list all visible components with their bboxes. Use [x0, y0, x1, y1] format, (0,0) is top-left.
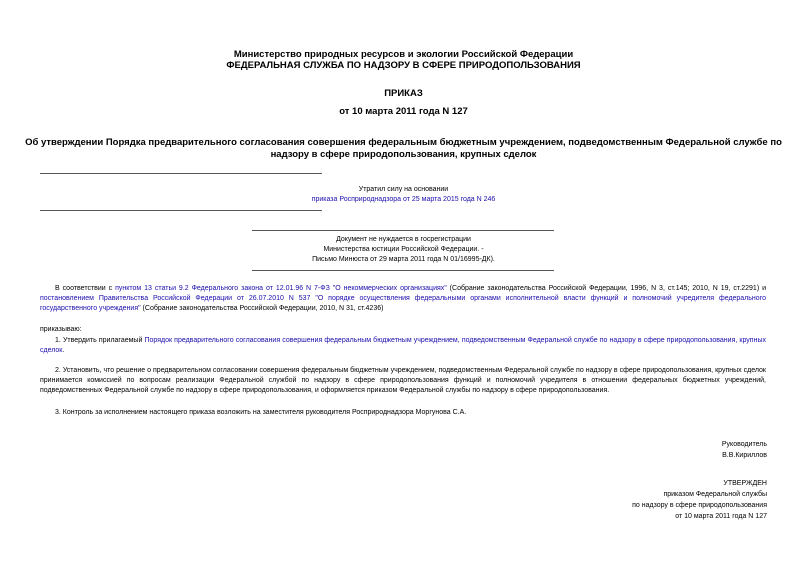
item-1	[40, 336, 766, 356]
divider	[252, 270, 554, 271]
signature-position: Руководитель	[721, 441, 767, 448]
doc-title-line2: надзору в сфере природопользования, крупных сделок	[270, 149, 537, 160]
preamble-text: (Собрание законодательства Российской Федерации, 1996, N 3, ст.145; 2010, N 19, ст.2291) и	[446, 285, 766, 292]
approved-line1: приказом Федеральной службы	[663, 491, 767, 498]
signature-name: В.В.Кириллов	[722, 452, 767, 459]
doc-type: ПРИКАЗ	[384, 88, 423, 99]
status-link-row	[0, 195, 807, 205]
doc-date-number: от 10 марта 2011 года N 127	[339, 106, 468, 117]
divider	[252, 230, 554, 231]
preamble	[40, 284, 766, 314]
divider	[40, 173, 322, 174]
procedure-link[interactable]: Порядок предварительного согласования совершения федеральным бюджетным учреждением, подведомственным Федеральной службе по надзору в сфере природопользования, крупных сделок	[40, 337, 766, 354]
ministry-name: Министерство природных ресурсов и экологии Российской Федерации	[233, 49, 574, 60]
approved-word: УТВЕРЖДЕН	[723, 480, 767, 487]
registration-line2: Министерства юстиции Российской Федерации. -	[323, 246, 484, 253]
repeal-order-link[interactable]: приказа Росприроднадзора от 25 марта 2015 года N 246	[311, 196, 496, 203]
resolution-link[interactable]: постановлением Правительства Российской Федерации от 26.07.2010 N 537 "О порядке осуществления федеральными органами исполнительной власти функций и полномочий учредителя федерального государственного учреждения"	[40, 295, 766, 312]
item-1-prefix: 1. Утвердить прилагаемый	[55, 337, 145, 344]
preamble-text: (Собрание законодательства Российской Федерации, 2010, N 31, ст.4236)	[140, 305, 384, 312]
preamble-text: В соответствии с	[55, 285, 116, 292]
service-name: ФЕДЕРАЛЬНАЯ СЛУЖБА ПО НАДЗОРУ В СФЕРЕ ПРИРОДОПОЛЬЗОВАНИЯ	[226, 60, 581, 71]
registration-line1: Документ не нуждается в госрегистрации	[336, 236, 471, 243]
order-word: приказываю:	[40, 326, 82, 333]
item-3: 3. Контроль за исполнением настоящего приказа возложить на заместителя руководителя Росприроднадзора Моргунова С.А.	[55, 409, 467, 416]
divider	[40, 210, 322, 211]
status-text: Утратил силу на основании	[358, 186, 449, 193]
item-2: 2. Установить, что решение о предварительном согласовании совершения федеральным бюджетным учреждением, подведомственным Федеральной службе по надзору в сфере природопользования, крупных сделок принимается комиссией по вопросам реализации Федеральной службой по надзору в сфере природопользования функций и полномочий учредителя в отношении федеральных бюджетных учреждений, подведомственных Федеральной службе по надзору в сфере природопользования, и оформляется приказом Федеральной службы по надзору в сфере природопользования.	[40, 367, 766, 394]
law-link[interactable]: пунктом 13 статьи 9.2 Федерального закона от 12.01.96 N 7-ФЗ "О некоммерческих организациях"	[115, 285, 447, 292]
item-1-suffix: .	[62, 347, 65, 354]
approved-line3: от 10 марта 2011 года N 127	[675, 513, 767, 520]
registration-line3: Письмо Минюста от 29 марта 2011 года N 01/16995-ДК).	[312, 256, 495, 263]
approved-line2: по надзору в сфере природопользования	[632, 502, 767, 509]
doc-title-line1: Об утверждении Порядка предварительного согласования совершения федеральным бюджетным учреждением, подведомственным Федеральной службе по	[25, 137, 782, 148]
